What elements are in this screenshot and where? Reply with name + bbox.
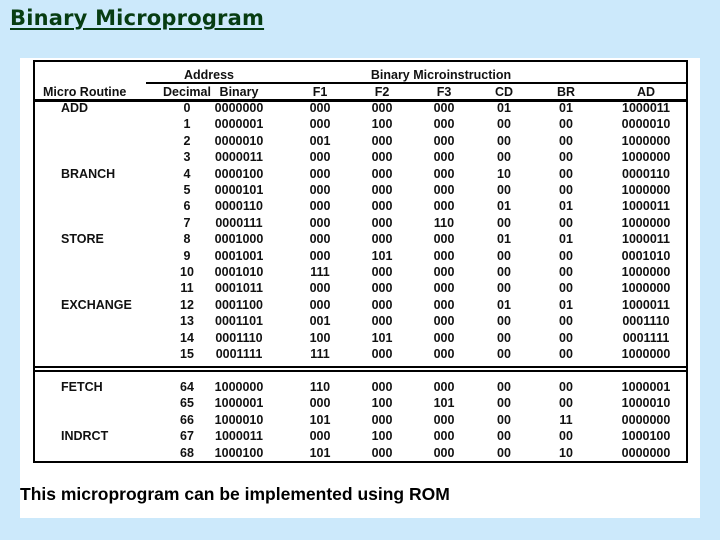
- cell-f3: 000: [433, 133, 455, 148]
- cell-binary: 0001100: [215, 297, 263, 312]
- cell-f2: 100: [371, 396, 393, 411]
- cell-cd: 00: [497, 150, 511, 165]
- column-header-f1: F1: [312, 85, 328, 99]
- cell-ad: 1000000: [621, 215, 671, 230]
- cell-br: 00: [559, 265, 573, 279]
- column-header-ad: AD: [636, 85, 656, 99]
- cell-cd: 01: [497, 297, 511, 312]
- section-divider-bottom: [35, 370, 686, 372]
- cell-br: 00: [559, 150, 573, 165]
- cell-routine: FETCH: [61, 380, 103, 394]
- cell-br: 10: [559, 445, 573, 460]
- cell-f1: 000: [309, 297, 331, 312]
- cell-br: 00: [559, 248, 573, 263]
- cell-br: 00: [559, 183, 573, 197]
- cell-f1: 000: [309, 396, 331, 411]
- column-header-decimal: Decimal: [163, 85, 211, 99]
- cell-f1: 000: [309, 281, 331, 296]
- cell-binary: 0001101: [215, 314, 263, 329]
- cell-ad: 0000110: [622, 166, 670, 181]
- cell-ad: 1000100: [621, 429, 671, 444]
- cell-cd: 00: [497, 347, 511, 361]
- cell-f1: 000: [309, 150, 331, 165]
- cell-f1: 111: [310, 347, 330, 361]
- cell-f1: 110: [309, 380, 331, 394]
- cell-cd: 00: [497, 445, 511, 460]
- cell-br: 01: [559, 297, 573, 312]
- cell-decimal: 2: [183, 133, 191, 148]
- cell-f2: 000: [371, 101, 393, 115]
- cell-binary: 1000100: [214, 445, 264, 460]
- cell-f1: 000: [309, 232, 331, 247]
- cell-f1: 111: [310, 265, 330, 279]
- cell-cd: 01: [497, 101, 511, 115]
- cell-ad: 0000010: [621, 117, 671, 132]
- cell-decimal: 12: [180, 297, 194, 312]
- cell-cd: 00: [497, 412, 511, 427]
- cell-binary: 1000001: [214, 396, 264, 411]
- cell-decimal: 0: [183, 101, 191, 115]
- cell-f3: 000: [433, 248, 455, 263]
- cell-ad: 0001110: [622, 314, 670, 329]
- cell-binary: 0001110: [215, 330, 263, 345]
- cell-cd: 00: [497, 429, 511, 444]
- cell-f2: 000: [371, 412, 393, 427]
- cell-f1: 101: [309, 445, 331, 460]
- cell-f2: 000: [371, 183, 393, 197]
- cell-f1: 000: [309, 166, 331, 181]
- cell-br: 00: [559, 281, 573, 296]
- cell-decimal: 15: [180, 347, 194, 361]
- cell-decimal: 10: [180, 265, 194, 279]
- cell-ad: 1000011: [622, 297, 670, 312]
- cell-f1: 000: [309, 199, 331, 214]
- cell-br: 00: [559, 133, 573, 148]
- cell-ad: 1000000: [621, 150, 671, 165]
- cell-decimal: 11: [180, 281, 194, 296]
- cell-f1: 000: [309, 248, 331, 263]
- cell-decimal: 68: [180, 445, 194, 460]
- cell-f1: 001: [309, 314, 331, 329]
- microinstruction-group-header: Binary Microinstruction: [370, 68, 512, 82]
- cell-f2: 100: [371, 117, 393, 132]
- cell-br: 01: [559, 232, 573, 247]
- cell-routine: INDRCT: [61, 429, 109, 444]
- cell-f3: 000: [433, 183, 455, 197]
- cell-f3: 000: [433, 117, 455, 132]
- cell-f3: 000: [433, 429, 455, 444]
- cell-f3: 000: [433, 380, 455, 394]
- cell-br: 00: [559, 429, 573, 444]
- cell-binary: 0000110: [215, 199, 263, 214]
- cell-f3: 000: [433, 330, 455, 345]
- cell-ad: 1000001: [621, 380, 671, 394]
- cell-f3: 000: [433, 314, 455, 329]
- cell-f2: 000: [371, 166, 393, 181]
- cell-cd: 00: [497, 248, 511, 263]
- cell-routine: STORE: [61, 232, 104, 247]
- cell-br: 00: [559, 330, 573, 345]
- column-header-routine: Micro Routine: [43, 85, 127, 99]
- cell-ad: 1000011: [622, 101, 670, 115]
- cell-cd: 01: [497, 199, 511, 214]
- cell-binary: 1000011: [215, 429, 263, 444]
- cell-f2: 000: [371, 215, 393, 230]
- cell-f2: 000: [371, 265, 393, 279]
- column-header-f2: F2: [374, 85, 390, 99]
- column-header-binary: Binary: [219, 85, 259, 99]
- cell-decimal: 14: [180, 330, 194, 345]
- cell-binary: 0001111: [215, 347, 263, 361]
- cell-cd: 01: [497, 232, 511, 247]
- cell-routine: ADD: [61, 101, 89, 115]
- cell-f3: 101: [433, 396, 455, 411]
- cell-cd: 00: [497, 265, 511, 279]
- cell-f3: 000: [433, 150, 455, 165]
- cell-cd: 00: [497, 117, 511, 132]
- column-header-br: BR: [556, 85, 576, 99]
- cell-br: 11: [559, 412, 573, 427]
- cell-br: 01: [559, 199, 573, 214]
- cell-ad: 1000010: [621, 396, 671, 411]
- cell-binary: 0001001: [214, 248, 264, 263]
- cell-ad: 1000000: [621, 133, 671, 148]
- column-header-cd: CD: [494, 85, 514, 99]
- cell-ad: 0001111: [622, 330, 670, 345]
- cell-cd: 00: [497, 380, 511, 394]
- cell-routine: EXCHANGE: [61, 297, 132, 312]
- slide-title: Binary Microprogram: [10, 6, 265, 30]
- cell-decimal: 7: [183, 215, 191, 230]
- cell-ad: 0000000: [621, 445, 671, 460]
- cell-decimal: 66: [180, 412, 194, 427]
- cell-decimal: 1: [183, 117, 191, 132]
- cell-f2: 000: [371, 314, 393, 329]
- address-group-header: Address: [183, 68, 235, 82]
- cell-f3: 000: [433, 265, 455, 279]
- cell-binary: 0000011: [215, 150, 263, 165]
- column-header-f3: F3: [436, 85, 452, 99]
- cell-br: 00: [559, 117, 573, 132]
- cell-f3: 110: [433, 215, 455, 230]
- cell-br: 00: [559, 314, 573, 329]
- cell-binary: 1000000: [214, 380, 264, 394]
- cell-f3: 000: [433, 199, 455, 214]
- cell-cd: 00: [497, 330, 511, 345]
- group-header-divider: [146, 82, 686, 84]
- cell-cd: 10: [497, 166, 511, 181]
- cell-cd: 00: [497, 183, 511, 197]
- cell-f2: 100: [371, 429, 393, 444]
- cell-ad: 0000000: [621, 412, 671, 427]
- cell-decimal: 3: [183, 150, 191, 165]
- cell-f2: 000: [371, 281, 393, 296]
- cell-br: 00: [559, 166, 573, 181]
- cell-f1: 001: [309, 133, 331, 148]
- cell-br: 00: [559, 215, 573, 230]
- cell-ad: 1000011: [622, 199, 670, 214]
- cell-f2: 000: [371, 232, 393, 247]
- cell-f2: 000: [371, 133, 393, 148]
- cell-binary: 0000010: [214, 133, 264, 148]
- cell-f1: 000: [309, 117, 331, 132]
- cell-f3: 000: [433, 412, 455, 427]
- cell-binary: 0001010: [214, 265, 264, 279]
- cell-binary: 0000100: [214, 166, 264, 181]
- cell-cd: 00: [497, 133, 511, 148]
- cell-f2: 000: [371, 150, 393, 165]
- cell-binary: 0001011: [215, 281, 263, 296]
- rom-note: This microprogram can be implemented using ROM: [20, 484, 450, 504]
- cell-f3: 000: [433, 166, 455, 181]
- cell-f3: 000: [433, 445, 455, 460]
- microprogram-table: [33, 60, 688, 463]
- cell-f1: 100: [309, 330, 331, 345]
- cell-decimal: 4: [183, 166, 191, 181]
- cell-decimal: 9: [183, 248, 191, 263]
- cell-decimal: 64: [180, 380, 194, 394]
- header-divider: [35, 99, 686, 102]
- cell-f2: 101: [371, 248, 393, 263]
- cell-ad: 1000000: [621, 281, 671, 296]
- cell-decimal: 67: [180, 429, 194, 444]
- cell-br: 00: [559, 380, 573, 394]
- cell-f1: 000: [309, 215, 331, 230]
- cell-f3: 000: [433, 297, 455, 312]
- cell-binary: 0000000: [214, 101, 264, 115]
- cell-f3: 000: [433, 101, 455, 115]
- cell-cd: 00: [497, 314, 511, 329]
- cell-f1: 000: [309, 101, 331, 115]
- cell-decimal: 6: [183, 199, 191, 214]
- cell-f2: 000: [371, 297, 393, 312]
- cell-br: 01: [559, 101, 573, 115]
- cell-binary: 1000010: [214, 412, 264, 427]
- cell-decimal: 5: [183, 183, 191, 197]
- cell-ad: 1000000: [621, 265, 671, 279]
- cell-binary: 0000111: [215, 215, 263, 230]
- cell-binary: 0000101: [214, 183, 264, 197]
- cell-decimal: 13: [180, 314, 194, 329]
- cell-cd: 00: [497, 215, 511, 230]
- cell-ad: 1000011: [622, 232, 670, 247]
- cell-f3: 000: [433, 232, 455, 247]
- cell-decimal: 8: [183, 232, 191, 247]
- cell-f2: 101: [371, 330, 393, 345]
- cell-ad: 1000000: [621, 183, 671, 197]
- cell-br: 00: [559, 396, 573, 411]
- cell-f3: 000: [433, 281, 455, 296]
- cell-f2: 000: [371, 380, 393, 394]
- cell-f1: 101: [309, 412, 331, 427]
- cell-f2: 000: [371, 199, 393, 214]
- cell-f1: 000: [309, 429, 331, 444]
- cell-cd: 00: [497, 281, 511, 296]
- section-divider-top: [35, 366, 686, 368]
- cell-f2: 000: [371, 445, 393, 460]
- cell-f3: 000: [433, 347, 455, 361]
- cell-decimal: 65: [180, 396, 194, 411]
- cell-br: 00: [559, 347, 573, 361]
- cell-f2: 000: [371, 347, 393, 361]
- cell-ad: 1000000: [621, 347, 671, 361]
- cell-binary: 0001000: [214, 232, 264, 247]
- cell-routine: BRANCH: [61, 166, 116, 181]
- cell-binary: 0000001: [214, 117, 264, 132]
- cell-ad: 0001010: [621, 248, 671, 263]
- cell-f1: 000: [309, 183, 331, 197]
- cell-cd: 00: [497, 396, 511, 411]
